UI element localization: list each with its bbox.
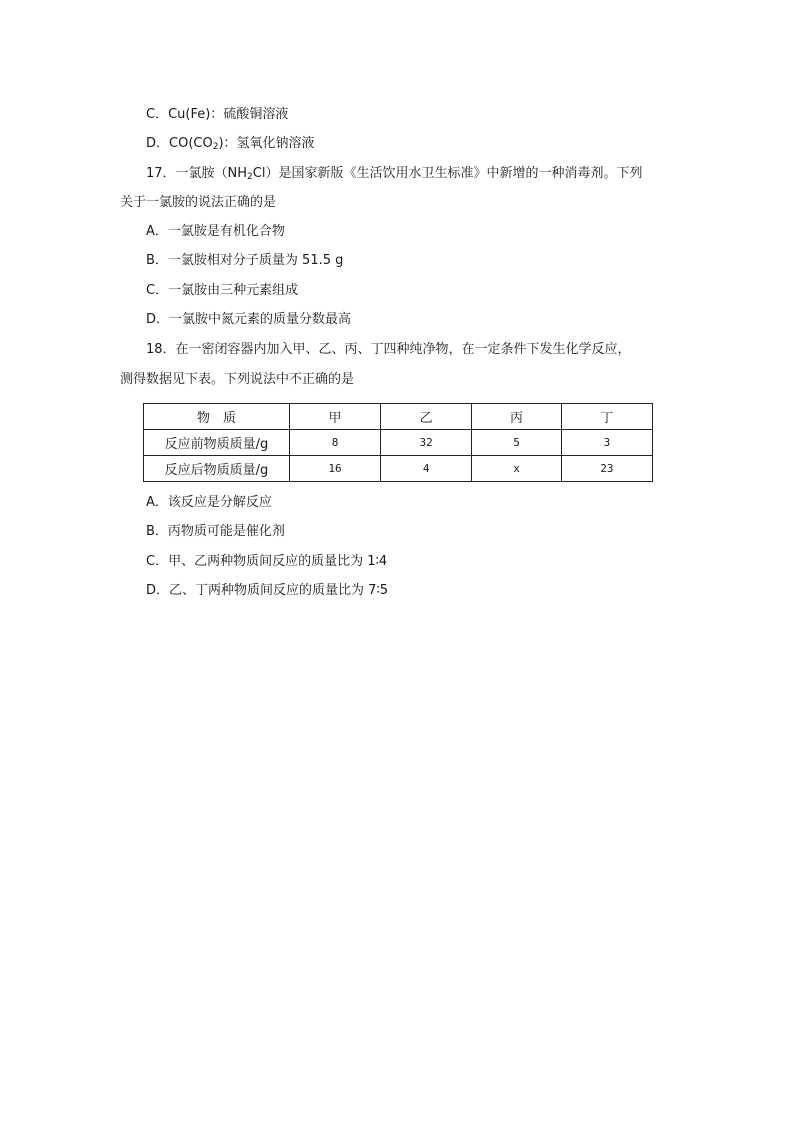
- q17-option-d: D．一氯胺中氮元素的质量分数最高: [146, 312, 352, 327]
- table-header-cell: 甲: [290, 404, 381, 430]
- table-cell: x: [472, 456, 562, 482]
- q18-data-table: [143, 403, 653, 482]
- q17-option-a: A．一氯胺是有机化合物: [146, 224, 285, 239]
- q18-stem-line2: 测得数据见下表。下列说法中不正确的是: [120, 372, 355, 387]
- table-cell: 3: [561, 430, 652, 456]
- table-row: [144, 430, 653, 456]
- q16-option-c-prefix: C．Cu(Fe)：: [146, 107, 224, 122]
- q17-option-b: B．一氯胺相对分子质量为 51.5 g: [146, 253, 344, 268]
- q17-stem-subscript: 2: [247, 172, 253, 182]
- q17-stem-line1: [146, 165, 642, 183]
- table-row-label: 反应前物质质量/g: [144, 430, 290, 456]
- q17-stem-part1: 17．一氯胺（NH: [146, 166, 248, 181]
- table-cell: 5: [472, 430, 562, 456]
- table-cell: 8: [290, 430, 381, 456]
- table-cell: 16: [290, 456, 381, 482]
- table-header-cell: 丙: [472, 404, 562, 430]
- q16-option-c-text: 硫酸铜溶液: [223, 107, 289, 122]
- table-row: [144, 456, 653, 482]
- q18-option-a: A．该反应是分解反应: [146, 495, 272, 510]
- q17-option-c: C．一氯胺由三种元素组成: [146, 283, 299, 298]
- q16-option-c: [146, 106, 288, 124]
- q17-stem-part2: Cl）是国家新版《生活饮用水卫生标准》中新增的一种消毒剂。下列: [252, 166, 643, 181]
- q16-option-d-prefix: D．CO(CO: [146, 136, 213, 151]
- q18-option-b: B．丙物质可能是催化剂: [146, 524, 285, 539]
- table-cell: 32: [381, 430, 472, 456]
- q16-option-d: [146, 135, 315, 153]
- q18-option-d: D．乙、丁两种物质间反应的质量比为 7∶5: [146, 583, 389, 598]
- q18-option-c: C．甲、乙两种物质间反应的质量比为 1∶4: [146, 554, 388, 569]
- table-cell: 4: [381, 456, 472, 482]
- table-header-cell: 丁: [561, 404, 652, 430]
- table-row-label: 反应后物质质量/g: [144, 456, 290, 482]
- table-header-cell: 乙: [381, 404, 472, 430]
- q17-stem-line2: 关于一氯胺的说法正确的是: [120, 195, 277, 210]
- table-cell: 23: [561, 456, 652, 482]
- q16-option-d-prefix-end: )：: [218, 136, 237, 151]
- q18-stem-line1: 18．在一密闭容器内加入甲、乙、丙、丁四种纯净物，在一定条件下发生化学反应，: [146, 342, 631, 357]
- table-header-cell: 物 质: [144, 404, 290, 430]
- q16-option-d-text: 氢氧化钠溶液: [236, 136, 315, 151]
- q16-option-d-subscript: 2: [212, 142, 219, 152]
- table-header-row: [144, 404, 653, 430]
